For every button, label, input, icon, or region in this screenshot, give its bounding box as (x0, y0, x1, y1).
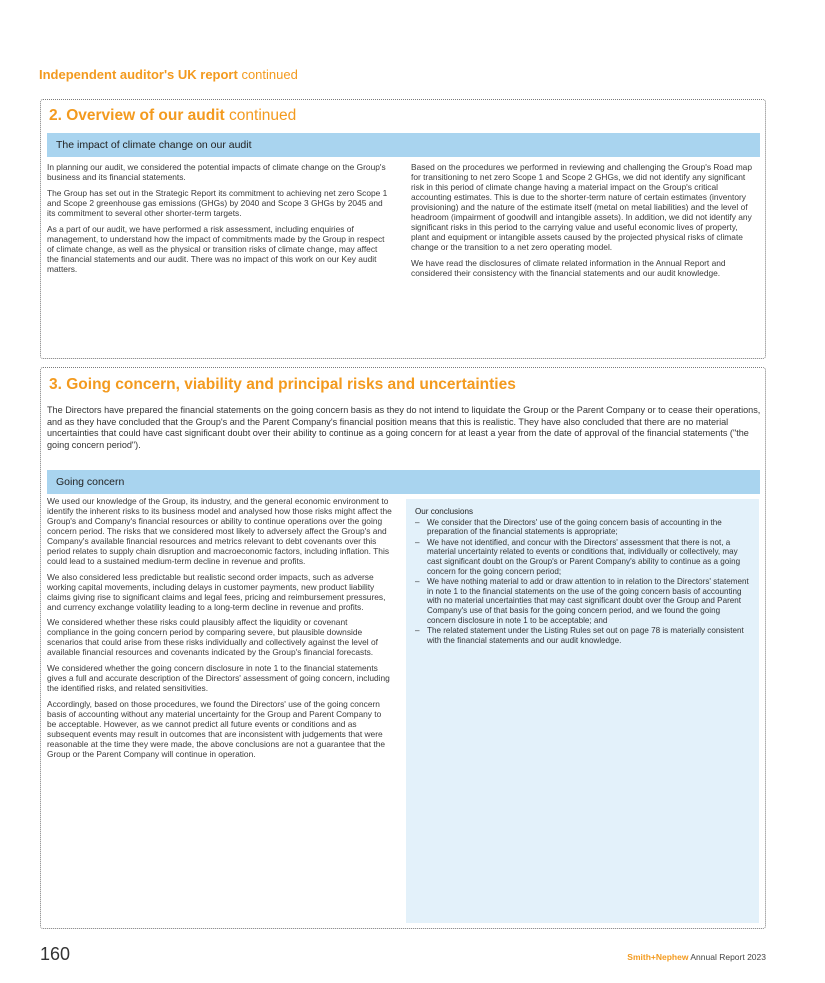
list-item-text: We have nothing material to add or draw attention to in relation to the Directors' statement in note 1 to the financial statements on the use of the going concern basis of accounting with no material uncertainties that may cast significant doubt over the Group and Parent Company's use of that basis for the going concern period, and we found the going concern disclosure in note 1 to be acceptable; and (427, 577, 749, 625)
list-item-text: We have not identified, and concur with the Directors' assessment that there is not, a material uncertainty related to events or conditions that, individually or collectively, may cast significant doubt on the Group's or Parent Company's ability to continue as a going concern for the going concern period; (427, 537, 741, 576)
paragraph: Based on the procedures we performed in reviewing and challenging the Group's Road map for transitioning to net zero Scope 1 and Scope 2 GHGs, we did not identify any significant risk in this period of climate change having a material impact on the Group's critical accounting estimates. This is due to the shorter-term nature of certain estimates (inventory provisioning) and the nature of the estimate itself (metal on metal liabilities) and the level of headroom (impairment of goodwill and intangible assets). In addition, we did not identify any significant risks in this period to the carrying value and useful economic lives of property, plant and equipment or intangible assets caused by the projected physical risks of climate change or the transition to a net zero operating model. (411, 162, 752, 252)
left-column (47, 497, 392, 766)
paragraph: We also considered less predictable but realistic second order impacts, such as adverse working capital movements, including delays in customer payments, new product liability claims giving rise to significant claims and legal fees, pricing and reimbursement pressures, and currency exchange volatility leading to a long-term decline in revenue and profits. (47, 571, 386, 612)
conclusions-panel (406, 499, 759, 923)
left-column (47, 163, 391, 281)
section-title (49, 107, 296, 125)
report-title: Independent auditor's UK report (39, 67, 238, 82)
list-item (415, 626, 750, 645)
page-header (39, 67, 298, 82)
intro-paragraph: The Directors have prepared the financial statements on the going concern basis as they do not intend to liquidate the Group or the Parent Company or to cease their operations, and as they have concluded that the Group's and the Parent Company's financial position means that this is realistic. They have also concluded that there are no material uncertainties that could have cast significant doubt over their ability to continue as a going concern for at least a year from the date of approval of the financial statements ("the going concern period"). (47, 405, 761, 450)
paragraph: The Group has set out in the Strategic Report its commitment to achieving net zero Scope 1 and Scope 2 greenhouse gas emissions (GHGs) by 2040 and Scope 3 GHGs by 2045 and its commitment to several other shorter-term targets. (47, 187, 388, 218)
right-column (411, 163, 757, 284)
list-item (415, 538, 750, 576)
dash-icon: – (415, 537, 420, 547)
paragraph: We considered whether these risks could plausibly affect the liquidity or covenant compliance in the going concern period by comparing severe, but plausible downside scenarios that could arise from these risks individually and collectively against the level of available financial resources and covenants indicated by the Group's financial forecasts. (47, 617, 378, 658)
footer (627, 952, 766, 962)
dash-icon: – (415, 517, 420, 527)
paragraph: We used our knowledge of the Group, its industry, and the general economic environment to identify the inherent risks to its business model and analysed how those risks might affect the Group's and Company's financial resources or ability to continue operations over the going concern period. The risks that we considered most likely to adversely affect the Group's and Company's available financial resources and metrics relevant to debt covenants over this period relates to supply chain disruption and macroeconomic factors, including inflation. This could lead to a sustained medium-term decline in revenue and profits. (47, 496, 392, 566)
paragraph: We considered whether the going concern disclosure in note 1 to the financial statements gives a full and accurate description of the Directors' assessment of going concern, including the identified risks, and related sensitivities. (47, 663, 390, 694)
paragraph: In planning our audit, we considered the potential impacts of climate change on the Group's business and its financial statements. (47, 162, 386, 182)
section-title-text: 2. Overview of our audit (49, 107, 225, 124)
page-number: 160 (40, 944, 71, 964)
list-item-text: We consider that the Directors' use of the going concern basis of accounting in the preparation of the financial statements is appropriate; (427, 517, 722, 537)
paragraph: Accordingly, based on those procedures, we found the Directors' use of the going concern basis of accounting without any material uncertainty for the Group and Parent Company to be acceptable. However, as we cannot predict all future events or conditions and as subsequent events may result in outcomes that are inconsistent with judgements that were reasonable at the time they were made, the above conclusions are not a guarantee that the Group or the Parent Company will continue in operation. (47, 699, 386, 759)
dash-icon: – (415, 577, 420, 587)
list-item (415, 518, 750, 537)
list-item (415, 577, 750, 625)
audit-overview-box (40, 99, 766, 359)
section-title: 3. Going concern, viability and principal risks and uncertainties (49, 376, 516, 393)
list-item-text: The related statement under the Listing Rules set out on page 78 is materially consistent with the financial statements and our audit knowledge. (427, 626, 744, 645)
brand-logo: Smith+Nephew (627, 952, 689, 962)
going-concern-box (40, 367, 766, 929)
paragraph: As a part of our audit, we have performed a risk assessment, including enquiries of management, to understand how the impact of commitments made by the Group in respect of climate change, as well as the physical or transition risks of climate change, may affect the financial statements and our audit. There was no impact of this work on our Key audit matters. (47, 223, 385, 274)
continued-label: continued (229, 107, 297, 124)
continued-label: continued (241, 67, 298, 82)
conclusions-list (415, 518, 750, 646)
conclusions-heading: Our conclusions (415, 507, 474, 516)
section-band: The impact of climate change on our audit (47, 133, 760, 157)
section-band: Going concern (47, 470, 760, 494)
report-name: Annual Report 2023 (690, 952, 766, 962)
dash-icon: – (415, 626, 420, 636)
paragraph: We have read the disclosures of climate related information in the Annual Report and considered their consistency with the financial statements and our audit knowledge. (411, 257, 726, 278)
